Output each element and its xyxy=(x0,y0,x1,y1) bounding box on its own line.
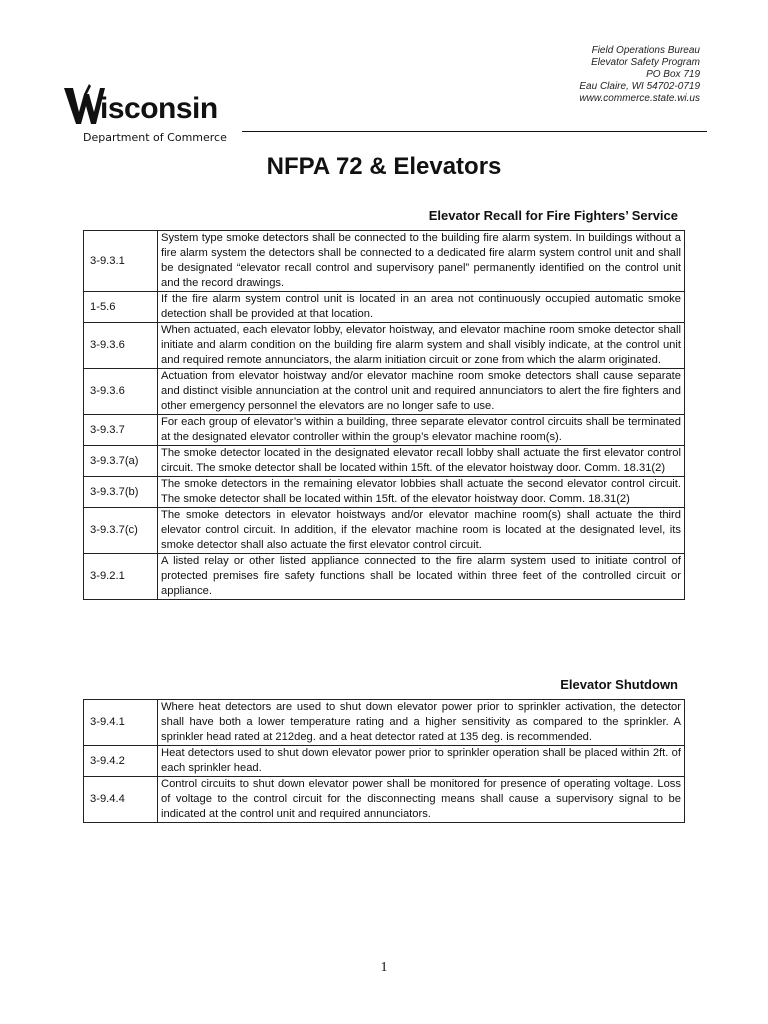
section-code: 3-9.3.6 xyxy=(84,369,158,415)
table-row xyxy=(84,231,685,292)
table-row xyxy=(84,292,685,323)
address-line: Elevator Safety Program xyxy=(591,57,700,68)
section-code: 3-9.3.6 xyxy=(84,323,158,369)
requirement-text: The smoke detectors in the remaining elevator lobbies shall actuate the second elevator control circuit. The smoke detector shall be located within 15ft. of the elevator hoistway door. Comm. 18.31(2) xyxy=(158,477,685,508)
wisconsin-logo xyxy=(64,80,254,150)
table-row xyxy=(84,323,685,369)
requirement-text: The smoke detectors in elevator hoistways and/or elevator machine room(s) shall actuate the third elevator control circuit. In addition, if the elevator machine room is located at the designated level, its smoke detector shall also actuate the first elevator control circuit. xyxy=(158,508,685,554)
section-code: 3-9.2.1 xyxy=(84,554,158,600)
requirement-text: For each group of elevator’s within a building, three separate elevator control circuits shall be terminated at the designated elevator controller within the group’s elevator machine room(s). xyxy=(158,415,685,446)
logo-subtitle: Department of Commerce xyxy=(83,131,227,144)
requirement-text: The smoke detector located in the designated elevator recall lobby shall actuate the first elevator control circuit. The smoke detector shall be located within 15ft. of the elevator hoistway door. Comm. 18.31(2) xyxy=(158,446,685,477)
requirement-text: If the fire alarm system control unit is located in an area not continuously occupied automatic smoke detection shall be provided at that location. xyxy=(158,292,685,323)
table-row xyxy=(84,700,685,746)
page-number: 1 xyxy=(380,960,388,975)
table-row xyxy=(84,446,685,477)
section-code: 3-9.3.1 xyxy=(84,231,158,292)
requirement-text: When actuated, each elevator lobby, elevator hoistway, and elevator machine room smoke detector shall initiate and alarm condition on the building fire alarm system and shall visibly indicate, at the control unit and required remote annunciators, the alarm initiation circuit or zone from which the alarm originated. xyxy=(158,323,685,369)
section-code: 3-9.3.7(a) xyxy=(84,446,158,477)
header-divider xyxy=(242,131,707,132)
requirement-text: A listed relay or other listed appliance connected to the fire alarm system used to initiate control of protected premises fire safety functions shall be located within three feet of the controlled circuit or appliance. xyxy=(158,554,685,600)
section-heading-shutdown: Elevator Shutdown xyxy=(560,677,678,692)
address-line: Field Operations Bureau xyxy=(591,45,700,56)
table-row xyxy=(84,369,685,415)
address-block xyxy=(579,45,700,105)
table-row xyxy=(84,415,685,446)
table-row xyxy=(84,554,685,600)
table-row xyxy=(84,746,685,777)
shutdown-table xyxy=(83,699,685,823)
address-line: PO Box 719 xyxy=(646,69,700,80)
section-code: 3-9.3.7 xyxy=(84,415,158,446)
address-line: Eau Claire, WI 54702-0719 xyxy=(579,81,700,92)
section-code: 3-9.4.4 xyxy=(84,777,158,823)
section-code: 1-5.6 xyxy=(84,292,158,323)
table-row xyxy=(84,477,685,508)
section-code: 3-9.3.7(b) xyxy=(84,477,158,508)
page-title: NFPA 72 & Elevators xyxy=(266,153,502,180)
table-row xyxy=(84,508,685,554)
address-line: www.commerce.state.wi.us xyxy=(579,93,700,104)
section-code: 3-9.3.7(c) xyxy=(84,508,158,554)
requirement-text: Heat detectors used to shut down elevator power prior to sprinkler operation shall be placed within 2ft. of each sprinkler head. xyxy=(158,746,685,777)
table-row xyxy=(84,777,685,823)
recall-table xyxy=(83,230,685,600)
section-code: 3-9.4.1 xyxy=(84,700,158,746)
requirement-text: System type smoke detectors shall be connected to the building fire alarm system. In buildings without a fire alarm system the detectors shall be connected to a dedicated fire alarm system control unit and shall be designated “elevator recall control and supervisory panel” permanently identified on the control unit and the record drawings. xyxy=(158,231,685,292)
requirement-text: Where heat detectors are used to shut down elevator power prior to sprinkler activation, the detector shall have both a lower temperature rating and a higher sensitivity as compared to the sprinkler. A sprinkler head rated at 212deg. and a heat detector rated at 135 deg. is recommended. xyxy=(158,700,685,746)
section-code: 3-9.4.2 xyxy=(84,746,158,777)
section-heading-recall: Elevator Recall for Fire Fighters’ Service xyxy=(428,208,678,223)
requirement-text: Actuation from elevator hoistway and/or elevator machine room smoke detectors shall cause separate and distinct visible annunciation at the control unit and required annunciators to alert the fire fighters and other emergency personnel the elevators are no longer safe to use. xyxy=(158,369,685,415)
logo-wordmark: isconsin xyxy=(100,92,218,125)
requirement-text: Control circuits to shut down elevator power shall be monitored for presence of operating voltage. Loss of voltage to the control circuit for the disconnecting means shall cause a supervisory signal to be indicated at the control unit and required annunciators. xyxy=(158,777,685,823)
